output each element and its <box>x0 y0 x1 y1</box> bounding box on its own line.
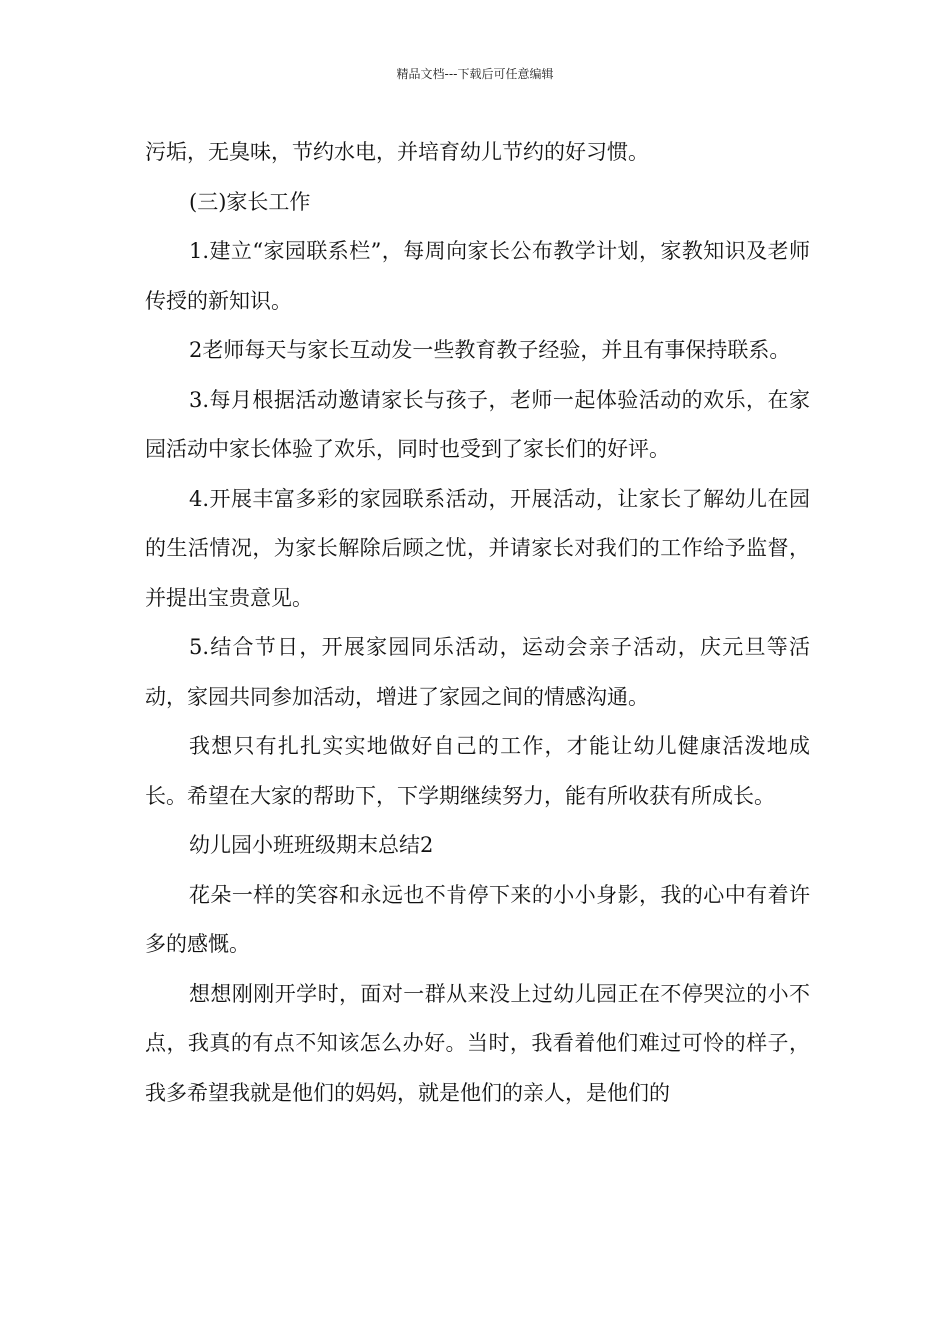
paragraph-1: 污垢，无臭味，节约水电，并培育幼儿节约的好习惯。 <box>145 140 649 164</box>
page-header: 精品文档---下载后可任意编辑 <box>396 67 554 81</box>
paragraph-intro: 花朵一样的笑容和永远也不肯停下来的小小身影，我的心中有着许多的感慨。 <box>145 882 810 956</box>
section-heading-parent-work: (三)家长工作 <box>189 189 311 214</box>
section-title-summary-2: 幼儿园小班班级期末总结2 <box>189 833 434 857</box>
paragraph-item-3: 3.每月根据活动邀请家长与孩子，老师一起体验活动的欢乐，在家园活动中家长体验了欢乐，同时也受到了家长们的好评。 <box>145 387 810 461</box>
document-body <box>145 128 810 1118</box>
paragraph-conclusion: 我想只有扎扎实实地做好自己的工作，才能让幼儿健康活泼地成长。希望在大家的帮助下，下学期继续努力，能有所收获有所成长。 <box>145 734 810 808</box>
paragraph-item-4: 4.开展丰富多彩的家园联系活动，开展活动，让家长了解幼儿在园的生活情况，为家长解除后顾之忧，并请家长对我们的工作给予监督，并提出宝贵意见。 <box>145 486 810 610</box>
paragraph-item-2: 2老师每天与家长互动发一些教育教子经验，并且有事保持联系。 <box>189 338 791 362</box>
paragraph-item-1: 1.建立“家园联系栏”，每周向家长公布教学计划，家教知识及老师传授的新知识。 <box>145 239 810 313</box>
paragraph-memory: 想想刚刚开学时，面对一群从来没上过幼儿园正在不停哭泣的小不点，我真的有点不知该怎么办好。当时，我看着他们难过可怜的样子，我多希望我就是他们的妈妈，就是他们的亲人，是他们的 <box>145 981 810 1105</box>
paragraph-item-5: 5.结合节日，开展家园同乐活动，运动会亲子活动，庆元旦等活动，家园共同参加活动，增进了家园之间的情感沟通。 <box>145 635 810 709</box>
